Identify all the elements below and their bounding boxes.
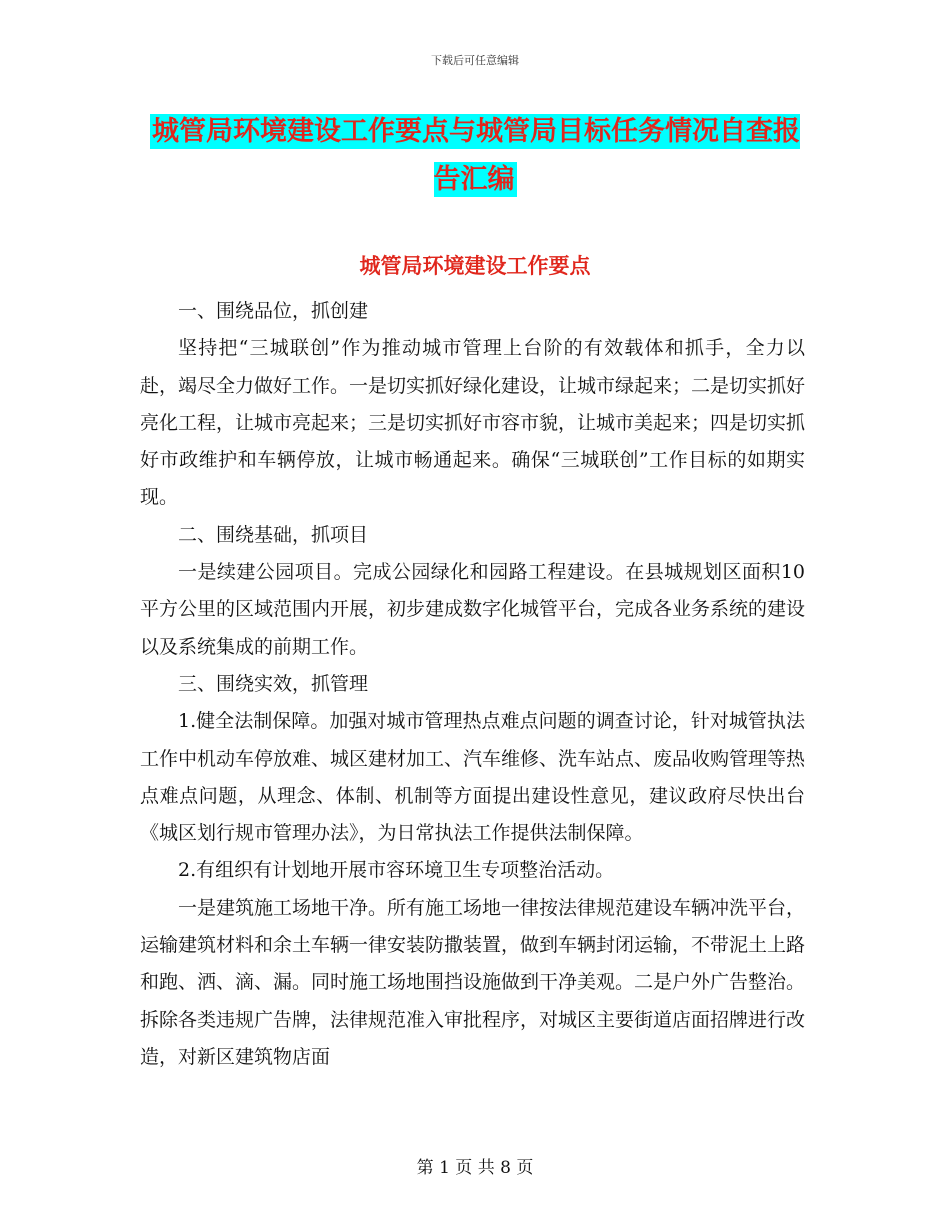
paragraph: 1.健全法制保障。加强对城市管理热点难点问题的调查讨论，针对城管执法工作中机动车停放难、城区建材加工、汽车维修、洗车站点、废品收购管理等热点难点问题，从理念、体制、机制等方面提出建设性意见，建议政府尽快出台《城区划行规市管理办法》，为日常执法工作提供法制保障。 <box>140 710 806 845</box>
paragraph: 2.有组织有计划地开展市容环境卫生专项整治活动。 <box>178 859 615 882</box>
document-title <box>140 108 810 204</box>
paragraph: 一是续建公园项目。完成公园绿化和园路工程建设。在县城规划区面积10平方公里的区域范围内开展，初步建成数字化城管平台，完成各业务系统的建设以及系统集成的前期工作。 <box>140 561 806 658</box>
page-footer: 第 1 页 共 8 页 <box>416 1158 534 1178</box>
header-note: 下载后可任意编辑 <box>431 54 519 67</box>
heading-2: 二、围绕基础，抓项目 <box>178 523 369 546</box>
document-title-text: 城管局环境建设工作要点与城管局目标任务情况自查报告汇编 <box>152 116 800 195</box>
heading-1: 一、围绕品位，抓创建 <box>178 300 369 322</box>
section-title: 城管局环境建设工作要点 <box>359 254 591 278</box>
paragraph: 坚持把“三城联创”作为推动城市管理上台阶的有效载体和抓手，全力以赴，竭尽全力做好工作。一是切实抓好绿化建设，让城市绿起来；二是切实抓好亮化工程，让城市亮起来；三是切实抓好市容市貌，让城市美起来；四是切实抓好市政维护和车辆停放，让城市畅通起来。确保“三城联创”工作目标的如期实现。 <box>140 337 806 509</box>
document-body <box>140 293 805 1076</box>
paragraph: 一是建筑施工场地干净。所有施工场地一律按法律规范建设车辆冲洗平台，运输建筑材料和余土车辆一律安装防撒装置，做到车辆封闭运输，不带泥土上路和跑、洒、滴、漏。同时施工场地围挡设施做到干净美观。二是户外广告整治。拆除各类违规广告牌，法律规范准入审批程序，对城区主要街道店面招牌进行改造，对新区建筑物店面 <box>140 896 806 1068</box>
heading-3: 三、围绕实效，抓管理 <box>178 672 369 695</box>
